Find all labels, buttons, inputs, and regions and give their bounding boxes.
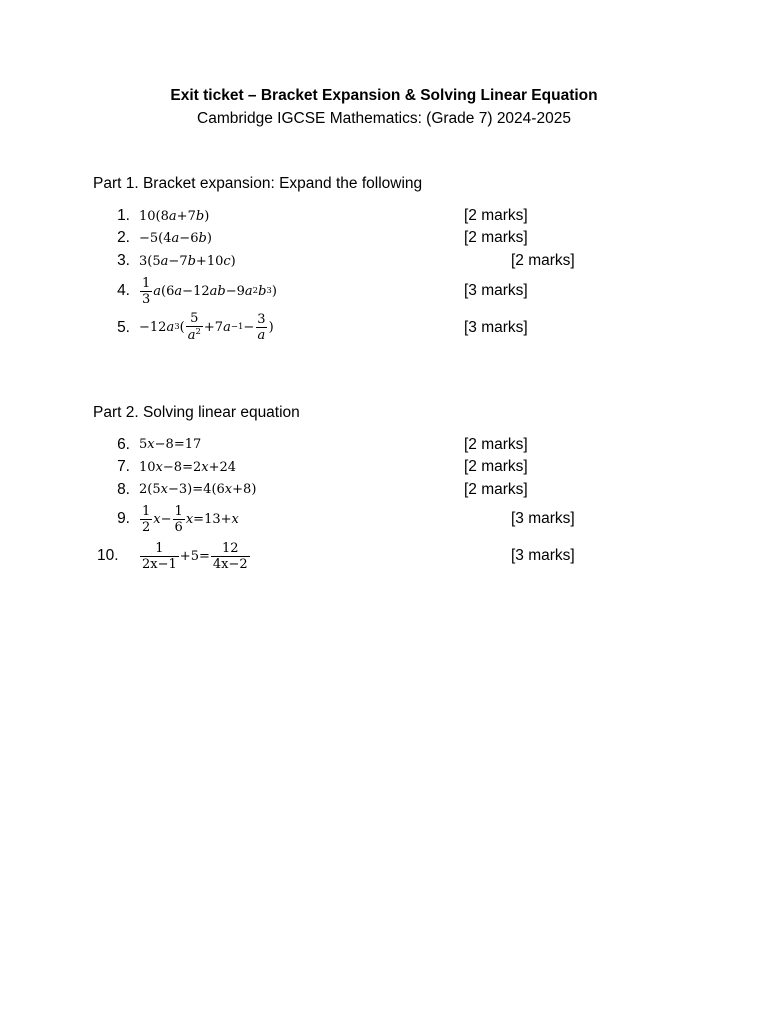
question-expression (139, 538, 251, 574)
expr-var: a (223, 319, 231, 335)
expr-term: − (167, 482, 179, 497)
expr-term: = (193, 511, 205, 527)
expr-term: 8 (173, 460, 183, 475)
expr-var: x (155, 460, 163, 475)
expr-term: 8 (165, 437, 174, 452)
expr-term: −12 (139, 319, 167, 335)
expr-term: ( (147, 482, 153, 497)
fraction-denominator: 6 (174, 519, 183, 535)
expr-var: a (160, 254, 169, 269)
marks-label: [2 marks] (464, 229, 528, 246)
expr-term: − (154, 437, 166, 452)
question-expression (139, 252, 236, 271)
expr-var: x (185, 511, 194, 527)
marks-label: [2 marks] (464, 207, 528, 224)
marks-label: [3 marks] (511, 547, 575, 564)
expr-var: b (187, 254, 196, 269)
marks-label: [2 marks] (464, 436, 528, 453)
question-expression (139, 502, 239, 536)
fraction (140, 542, 179, 571)
worksheet-title: Exit ticket – Bracket Expansion & Solving Linear Equation (170, 87, 598, 104)
expr-var: ab (209, 283, 226, 299)
expr-term: 12 (193, 283, 210, 299)
expr-term: + (208, 460, 220, 475)
expr-term: ( (179, 319, 185, 335)
question-expression (139, 207, 209, 226)
part1-heading: Part 1. Bracket expansion: Expand the following (93, 175, 423, 192)
expr-var: b (195, 209, 205, 224)
expr-term: − (168, 254, 180, 269)
expr-var: x (160, 482, 168, 497)
expr-term: + (195, 254, 207, 269)
expr-term: + (176, 209, 188, 224)
expr-term: ( (161, 283, 167, 299)
fraction-numerator: 1 (142, 275, 151, 291)
expr-term: 4 (163, 231, 172, 246)
expr-term: 3 (178, 482, 188, 497)
expr-term: ) (187, 482, 193, 497)
expr-term: − (160, 511, 172, 527)
expr-term: 10 (139, 460, 156, 475)
fraction (140, 277, 152, 306)
expr-var: a (168, 209, 177, 224)
expr-term: ) (204, 209, 210, 224)
expr-term: 5 (152, 482, 161, 497)
expr-term: − (243, 319, 255, 335)
fraction-numerator: 1 (142, 503, 151, 519)
fraction (211, 542, 250, 571)
expr-term: ( (155, 209, 161, 224)
fraction-denominator: a (257, 327, 266, 343)
expr-term: 6 (166, 283, 175, 299)
question-number: 6. (117, 436, 130, 453)
expr-var: a (174, 283, 183, 299)
expr-term: ( (211, 482, 217, 497)
expr-var: x (153, 511, 161, 527)
expr-term: ) (230, 254, 236, 269)
exponent: −1 (230, 322, 244, 332)
fraction-denominator: 3 (142, 291, 151, 307)
expr-var: a (187, 328, 196, 343)
fraction-numerator: 1 (155, 540, 164, 556)
fraction-denominator: 2 (142, 519, 151, 535)
expr-term: + (179, 548, 191, 564)
expr-term: 7 (214, 319, 224, 335)
expr-term: 10 (206, 254, 224, 269)
exponent: 3 (266, 286, 272, 296)
expr-term: + (220, 511, 232, 527)
expr-term: 4 (203, 482, 212, 497)
question-number: 10. (97, 547, 119, 564)
expr-term: + (232, 482, 244, 497)
fraction-denominator: 2x−1 (142, 556, 177, 572)
worksheet-subtitle: Cambridge IGCSE Mathematics: (Grade 7) 2024-2025 (197, 110, 571, 127)
question-number: 4. (117, 282, 130, 299)
question-number: 2. (117, 229, 130, 246)
expr-term: − (162, 460, 174, 475)
question-expression (139, 458, 236, 477)
fraction-denominator: 4x−2 (212, 556, 248, 572)
fraction (173, 505, 185, 534)
expr-term: ) (271, 283, 277, 299)
expr-term: ) (206, 231, 212, 246)
expr-var: b (198, 231, 207, 246)
expr-term: 7 (179, 254, 188, 269)
expr-term: −5 (139, 231, 159, 246)
part2-heading: Part 2. Solving linear equation (93, 404, 300, 421)
expr-term: = (173, 437, 185, 452)
fraction-numerator: 3 (257, 311, 266, 327)
question-expression (139, 309, 274, 345)
expr-term: 3 (139, 254, 148, 269)
fraction-denominator (186, 326, 203, 342)
expr-var: a (244, 283, 253, 299)
expr-term: 8 (243, 482, 252, 497)
marks-label: [2 marks] (511, 252, 575, 269)
expr-term: 13 (204, 511, 221, 527)
fraction (140, 505, 152, 534)
question-number: 9. (117, 510, 130, 527)
expr-term: − (179, 231, 191, 246)
question-number: 3. (117, 252, 130, 269)
marks-label: [3 marks] (464, 319, 528, 336)
fraction (255, 313, 267, 342)
marks-label: [2 marks] (464, 481, 528, 498)
expr-var: x (201, 460, 209, 475)
question-number: 8. (117, 481, 130, 498)
expr-term: 24 (219, 460, 237, 475)
question-number: 1. (117, 207, 130, 224)
question-number: 7. (117, 458, 130, 475)
expr-term: 5 (139, 437, 148, 452)
expr-term: 6 (216, 482, 225, 497)
question-number: 5. (117, 319, 130, 336)
expr-term: 9 (236, 283, 245, 299)
expr-var: a (153, 283, 162, 299)
expr-var: a (166, 319, 175, 335)
expr-term: 2 (192, 460, 202, 475)
expr-term: ( (158, 231, 164, 246)
expr-term: 5 (152, 254, 161, 269)
expr-var: c (223, 254, 231, 269)
expr-term: 17 (184, 437, 202, 452)
expr-term: = (198, 548, 210, 564)
expr-term: ) (268, 319, 274, 335)
expr-term: − (225, 283, 237, 299)
fraction (186, 312, 203, 342)
expr-term: 5 (190, 548, 199, 564)
expr-var: x (147, 437, 155, 452)
question-expression (139, 229, 212, 248)
fraction-numerator: 12 (221, 540, 239, 556)
fraction-numerator: 1 (174, 503, 183, 519)
question-expression (139, 274, 277, 308)
marks-label: [3 marks] (464, 282, 528, 299)
fraction-numerator: 5 (190, 311, 199, 326)
question-expression (139, 435, 201, 454)
expr-term: + (203, 319, 215, 335)
expr-term: = (192, 482, 204, 497)
question-expression (139, 480, 256, 499)
expr-term: = (182, 460, 193, 475)
expr-term: ) (251, 482, 257, 497)
expr-var: a (171, 231, 180, 246)
exponent: 3 (174, 322, 180, 332)
expr-var: x (231, 511, 239, 527)
expr-var: b (258, 283, 267, 299)
expr-term: 7 (187, 209, 196, 224)
expr-term: 8 (160, 209, 169, 224)
expr-term: ( (147, 254, 153, 269)
expr-term: 10 (139, 209, 156, 224)
exponent: 2 (252, 286, 259, 296)
expr-term: − (182, 283, 194, 299)
expr-var: x (224, 482, 233, 497)
exponent: 2 (195, 327, 201, 337)
expr-term: 2 (139, 482, 148, 497)
expr-term: 6 (190, 231, 199, 246)
marks-label: [3 marks] (511, 510, 575, 527)
marks-label: [2 marks] (464, 458, 528, 475)
